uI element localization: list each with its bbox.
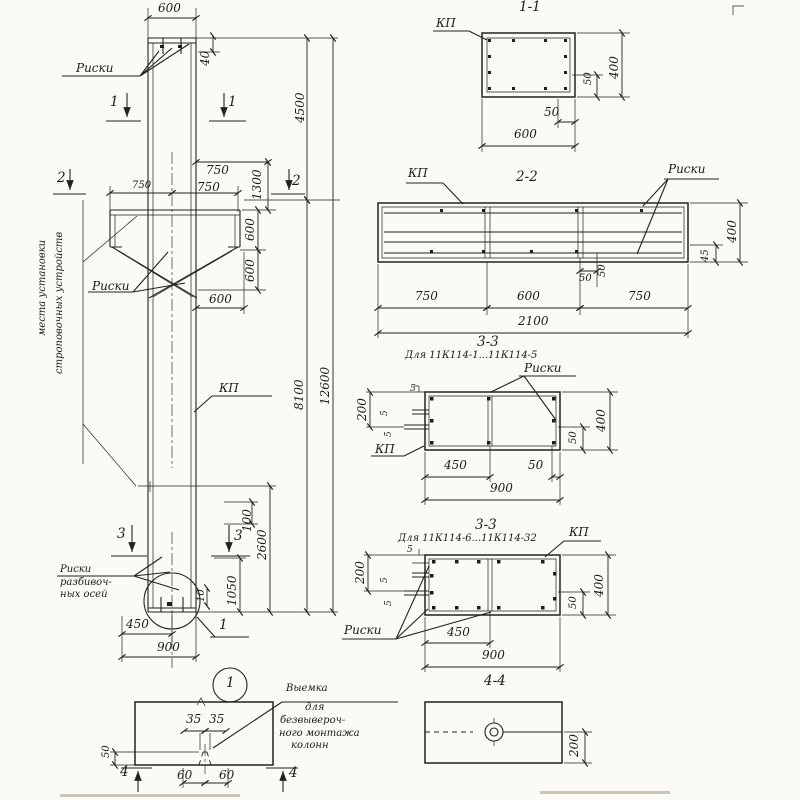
dim-400-s22: 400 <box>725 220 739 243</box>
dim-60-a: 60 <box>177 768 193 782</box>
dim-400-s11: 400 <box>607 56 621 79</box>
riski-label-s33a: Риски <box>524 361 562 375</box>
dim-750-a: 750 <box>206 163 229 177</box>
dim-900-s33a: 900 <box>490 481 513 495</box>
notch-note-line1: Выемка <box>286 683 328 694</box>
dim-900-s33b: 900 <box>482 648 505 662</box>
axes-note-line1: Риски <box>60 564 92 575</box>
notch-note-line3: безвывероч- <box>280 715 346 726</box>
dim-10: 10 <box>196 589 207 602</box>
dim-200-s33b: 200 <box>353 561 367 584</box>
dim-12600: 12600 <box>318 366 332 405</box>
section-3-3b-subtitle: Для 11К114-6...11К114-32 <box>398 533 537 544</box>
section-mark-3-left: 3 <box>117 526 126 542</box>
dim-1050: 1050 <box>225 575 239 606</box>
dim-450-s33b: 450 <box>447 625 470 639</box>
dim-400-s33a: 400 <box>594 409 608 432</box>
detail-leader-mark: 1 <box>219 617 228 633</box>
section-mark-2-left: 2 <box>57 170 66 186</box>
dim-200-s44: 200 <box>567 734 581 757</box>
notch-note-line4: ного монтажа <box>279 728 360 739</box>
strop-note-line1: места установки <box>37 239 48 336</box>
kp-label-s22: КП <box>408 166 428 180</box>
section-3-3b-title: 3-3 <box>475 517 497 533</box>
elevation-section-marks <box>53 93 305 792</box>
kp-label-s11: КП <box>436 16 456 30</box>
dim-400-s33b: 400 <box>592 574 606 597</box>
riski-label-s33b: Риски <box>344 623 382 637</box>
section-2-2 <box>378 179 748 338</box>
dim-50a-s22: 50 <box>579 273 592 284</box>
kp-label-s33a: КП <box>375 442 395 456</box>
dim-100: 100 <box>240 509 254 532</box>
dim-50-bottom-s11: 50 <box>544 105 560 119</box>
sheet-corner-mark <box>733 6 744 15</box>
scan-smudge-left <box>60 794 240 797</box>
dim-5c-s33a: 5 <box>410 384 416 394</box>
section-mark-2-right: 2 <box>292 173 301 189</box>
section-2-2-title: 2-2 <box>516 169 538 185</box>
dim-50-s33b: 50 <box>568 596 579 609</box>
section-1-1-title: 1-1 <box>519 0 541 15</box>
section-3-3a-subtitle: Для 11К114-1...11К114-5 <box>405 350 538 361</box>
dim-750-right-s22: 750 <box>628 289 651 303</box>
section-mark-3-right: 3 <box>234 528 243 544</box>
dim-45-s22: 45 <box>700 249 711 262</box>
dim-60-b: 60 <box>219 768 235 782</box>
riski-top-label: Риски <box>76 61 114 75</box>
dim-5a-s33b: 5 <box>380 577 390 583</box>
dim-600-c: 600 <box>209 292 232 306</box>
riski-label-s22: Риски <box>668 162 706 176</box>
riski-console-label: Риски <box>92 279 130 293</box>
dim-600-b: 600 <box>243 259 257 282</box>
dim-5b-s33a: 5 <box>384 431 394 437</box>
dim-600-s11: 600 <box>514 127 537 141</box>
scan-smudge-right <box>540 791 670 794</box>
dim-750-left-s22: 750 <box>415 289 438 303</box>
dim-600-mid-s22: 600 <box>517 289 540 303</box>
section-mark-1-right: 1 <box>228 94 237 110</box>
dim-5c-s33b: 5 <box>407 545 413 555</box>
dim-2600: 2600 <box>255 529 269 560</box>
detail-circle-mark: 1 <box>226 675 235 691</box>
dim-1300: 1300 <box>250 169 264 200</box>
section-mark-4-left: 4 <box>120 764 129 780</box>
dim-50-detail: 50 <box>101 745 112 758</box>
axes-note-line3: ных осей <box>60 589 108 600</box>
dim-35-a: 35 <box>186 712 202 726</box>
dim-50a-s33a: 50 <box>528 458 544 472</box>
notch-note-line2: для <box>305 702 325 713</box>
dim-750-c: 750 <box>197 180 220 194</box>
dim-35-b: 35 <box>209 712 225 726</box>
dim-50b-s33a: 50 <box>568 431 579 444</box>
dim-5a-s33a: 5 <box>380 410 390 416</box>
section-4-4-title: 4-4 <box>484 673 506 689</box>
dim-top-width: 600 <box>158 1 181 15</box>
section-3-3a-title: 3-3 <box>477 334 499 350</box>
dim-5b-s33b: 5 <box>384 600 394 606</box>
dim-750-b: 750 <box>132 180 152 191</box>
kp-shaft-label: КП <box>219 381 239 395</box>
section-mark-1-left: 1 <box>110 94 119 110</box>
dim-450-s33a: 450 <box>444 458 467 472</box>
dim-2100-s22: 2100 <box>518 314 549 328</box>
dim-200-s33a: 200 <box>355 398 369 421</box>
dim-top-offset: 40 <box>198 50 212 66</box>
strop-note-line2: строповочных устройств <box>54 231 65 374</box>
axes-note-line2: разбивоч- <box>60 577 112 588</box>
dim-450-bottom: 450 <box>126 617 149 631</box>
kp-label-s33b: КП <box>569 525 589 539</box>
dim-8100: 8100 <box>292 379 306 410</box>
dim-600-a: 600 <box>243 218 257 241</box>
dim-50b-s22: 50 <box>597 264 608 277</box>
dim-50-side-s11: 50 <box>583 72 594 85</box>
dim-4500: 4500 <box>293 92 307 123</box>
section-mark-4-right: 4 <box>289 765 298 781</box>
dim-900-bottom: 900 <box>157 640 180 654</box>
notch-note-line5: колонн <box>291 740 329 751</box>
